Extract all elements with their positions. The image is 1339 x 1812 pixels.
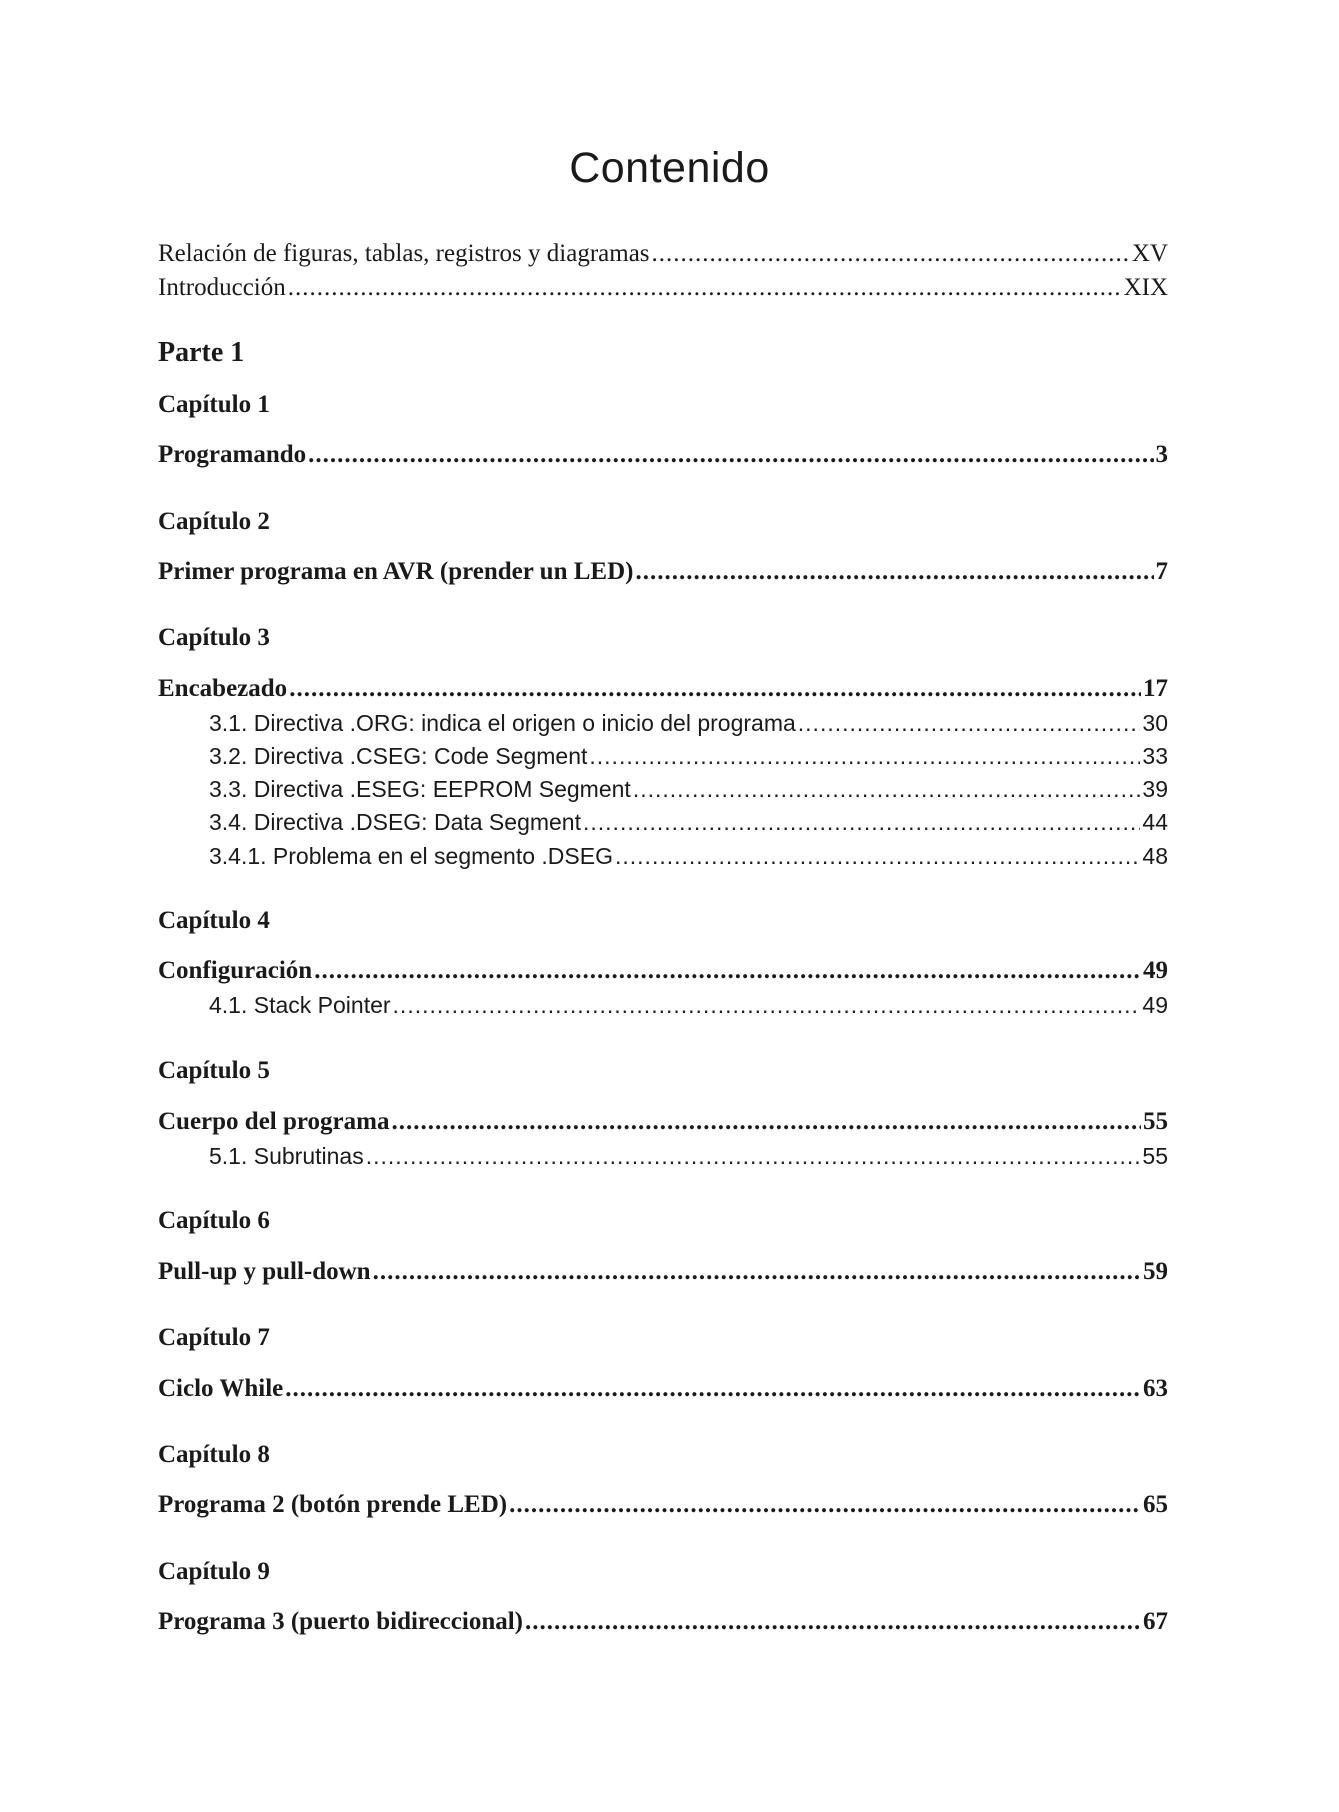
dot-leader — [509, 1489, 1141, 1521]
toc-entry-section[interactable] — [209, 806, 1168, 838]
toc-entry-label: Pull-up y pull-down — [158, 1258, 371, 1285]
toc-entry-chapter[interactable] — [158, 1106, 1168, 1138]
chapter-heading: Capítulo 8 — [158, 1441, 270, 1468]
toc-entry-section[interactable] — [209, 1140, 1168, 1172]
dot-leader — [314, 955, 1141, 987]
chapter-heading: Capítulo 1 — [158, 391, 270, 418]
toc-entry-page: 55 — [1142, 1143, 1168, 1169]
toc-entry-label: 3.4.1. Problema en el segmento .DSEG — [209, 843, 613, 869]
toc-entry-label: Introducción — [158, 274, 286, 301]
page-title: Contenido — [569, 144, 770, 192]
toc-entry-label: 3.2. Directiva .CSEG: Code Segment — [209, 743, 588, 769]
toc-entry-page: 48 — [1142, 843, 1168, 869]
toc-entry-chapter[interactable] — [158, 556, 1168, 588]
toc-entry-chapter[interactable] — [158, 439, 1168, 471]
toc-entry-label: 5.1. Subrutinas — [209, 1143, 364, 1169]
chapter-heading: Capítulo 2 — [158, 508, 270, 535]
dot-leader — [633, 773, 1141, 805]
dot-leader — [373, 1256, 1141, 1288]
chapter-heading: Capítulo 6 — [158, 1207, 270, 1234]
toc-entry-page: 3 — [1155, 441, 1168, 468]
toc-entry-page: 49 — [1142, 992, 1168, 1018]
toc-entry-label: 4.1. Stack Pointer — [209, 992, 391, 1018]
toc-entry-label: 3.4. Directiva .DSEG: Data Segment — [209, 809, 581, 835]
toc-entry-section[interactable] — [209, 740, 1168, 772]
toc-entry-section[interactable] — [209, 707, 1168, 739]
toc-entry-chapter[interactable] — [158, 1256, 1168, 1288]
toc-entry-section[interactable] — [209, 840, 1168, 872]
dot-leader — [583, 806, 1140, 838]
chapter-heading: Capítulo 5 — [158, 1057, 270, 1084]
dot-leader — [652, 238, 1130, 270]
dot-leader — [615, 840, 1140, 872]
toc-entry-page: 67 — [1143, 1608, 1168, 1635]
toc-entry-label: Configuración — [158, 957, 313, 984]
toc-entry-chapter[interactable] — [158, 955, 1168, 987]
toc-entry-section[interactable] — [209, 989, 1168, 1021]
toc-entry-page: 30 — [1142, 710, 1168, 736]
toc-entry-label: Ciclo While — [158, 1375, 284, 1402]
toc-entry-label: Programando — [158, 441, 307, 468]
chapter-heading: Capítulo 3 — [158, 624, 270, 651]
toc-entry-page: 65 — [1143, 1491, 1168, 1518]
toc-entry-figures[interactable] — [158, 238, 1168, 270]
toc-entry-page: 55 — [1143, 1108, 1168, 1135]
toc-entry-label: Relación de figuras, tablas, registros y diagramas — [158, 240, 650, 267]
toc-entry-chapter[interactable] — [158, 673, 1168, 705]
toc-entry-label: Cuerpo del programa — [158, 1108, 390, 1135]
chapter-heading: Capítulo 4 — [158, 907, 270, 934]
toc-entry-page: 17 — [1143, 675, 1168, 702]
dot-leader — [525, 1606, 1141, 1638]
dot-leader — [288, 272, 1122, 304]
toc-entry-page: 7 — [1155, 558, 1168, 585]
toc-entry-page: 44 — [1142, 809, 1168, 835]
toc-entry-introduction[interactable] — [158, 272, 1168, 304]
dot-leader — [289, 673, 1141, 705]
toc-entry-page: 33 — [1142, 743, 1168, 769]
part-heading: Parte 1 — [158, 337, 245, 368]
toc-entry-label: 3.3. Directiva .ESEG: EEPROM Segment — [209, 776, 631, 802]
dot-leader — [366, 1140, 1141, 1172]
toc-entry-label: Primer programa en AVR (prender un LED) — [158, 558, 634, 585]
dot-leader — [589, 740, 1140, 772]
chapter-heading: Capítulo 7 — [158, 1324, 270, 1351]
chapter-heading: Capítulo 9 — [158, 1558, 270, 1585]
toc-entry-page: 39 — [1142, 776, 1168, 802]
dot-leader — [393, 989, 1141, 1021]
toc-entry-label: 3.1. Directiva .ORG: indica el origen o inicio del programa — [209, 710, 796, 736]
dot-leader — [391, 1106, 1141, 1138]
toc-entry-page: 59 — [1143, 1258, 1168, 1285]
toc-entry-label: Programa 3 (puerto bidireccional) — [158, 1608, 523, 1635]
dot-leader — [285, 1373, 1141, 1405]
dot-leader — [798, 707, 1141, 739]
toc-entry-page: 63 — [1143, 1375, 1168, 1402]
toc-entry-label: Encabezado — [158, 675, 288, 702]
toc-entry-chapter[interactable] — [158, 1373, 1168, 1405]
toc-entry-chapter[interactable] — [158, 1606, 1168, 1638]
toc-entry-section[interactable] — [209, 773, 1168, 805]
toc-entry-chapter[interactable] — [158, 1489, 1168, 1521]
toc-entry-page: XIX — [1123, 274, 1168, 301]
dot-leader — [308, 439, 1153, 471]
dot-leader — [635, 556, 1153, 588]
toc-entry-label: Programa 2 (botón prende LED) — [158, 1491, 508, 1518]
toc-entry-page: XV — [1131, 240, 1168, 267]
toc-entry-page: 49 — [1143, 957, 1168, 984]
